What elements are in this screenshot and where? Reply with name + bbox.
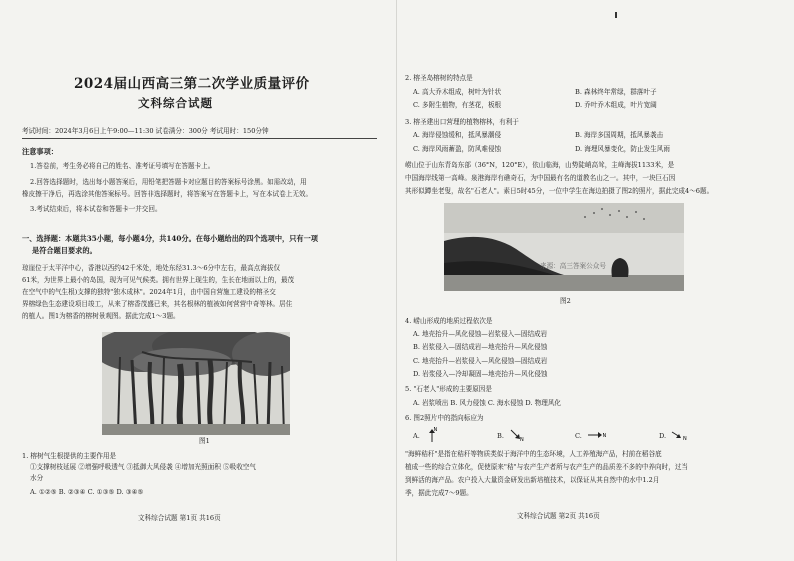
compass-n-label-c: N: [602, 433, 607, 439]
page-2: [397, 0, 794, 561]
north-arrow-up-icon: [425, 425, 439, 443]
passage-3-tail: 季，据此完成7～9题。: [405, 489, 473, 497]
passage-3-line-1: "海鲜秸秆"是指在秸秆等物质类似于海洋中的生态环境，人工养殖海产品，村前在稻谷底: [405, 450, 662, 458]
passage-line-3: 在空气中的气生根)支撑的独特"独木成林"。2024年1月，由中国自营施工建设的榕圣交: [22, 288, 276, 296]
page-1-footer: 文科综合试题 第1页 共16页: [138, 514, 221, 522]
notice-line-3: 橡皮擦干净后，再选涂其他答案标号。回答非选择题时，将答案写在答题卡上，写在本试卷上无效。: [22, 190, 313, 198]
question-2-option-c: C. 多附生植物，有茎花，板根: [413, 101, 502, 109]
section-heading-line-1: 一、选择题：本题共35小题，每小题4分，共140分。在每小题给出的四个选项中，只有一项: [22, 234, 318, 243]
question-6: 6. 图2照片中的指向标应为: [405, 414, 484, 422]
figure-1-caption: 图1: [199, 437, 210, 445]
question-3-option-c: C. 海岸风雨蓄盈，防风难侵蚀: [413, 145, 502, 153]
question-4-option-b: B. 岩浆侵入—固结成岩—地壳抬升—风化侵蚀: [413, 343, 548, 351]
banyan-tree-image: [102, 332, 290, 435]
north-arrow-right-icon: [587, 430, 607, 440]
notice-line-2: 2.回答选择题时，选出每小题答案后，用铅笔把答题卡对应题目的答案标号涂黑。如需改动，用: [30, 178, 307, 186]
passage-line-2: 61米，为世界上最小的岛国，现为可见气候类。拥有世界上现生的，生长在地面以上的，最茂: [22, 276, 295, 284]
question-1: 1. 榕树气生根提供的主要作用是: [22, 452, 117, 460]
question-2-option-d: D. 乔叶乔木组成，叶片宽阔: [575, 101, 657, 109]
coast-rock-image: [444, 203, 684, 291]
watermark-text: 来源：高三答案公众号: [540, 262, 606, 270]
figure-2-caption: 图2: [560, 297, 571, 305]
passage-line-5: 的植人。图1为榕香的榕树景观图。据此完成1～3题。: [22, 312, 180, 320]
north-arrow-down-right-icon: [509, 428, 525, 442]
exam-info: 考试时间：2024年3月6日上午9:00—11:30 试卷满分：300分 考试用时：150分钟: [22, 127, 269, 135]
question-1-choices: A. ①②⑤ B. ②③④ C. ①③⑤ D. ③④⑤: [30, 488, 144, 496]
question-1-options-tail: 水分: [30, 474, 44, 482]
page-2-footer: 文科综合试题 第2页 共16页: [517, 512, 600, 520]
notice-line-4: 3.考试结束后，将本试卷和答题卡一并交回。: [30, 205, 162, 213]
compass-n-label-a: N: [433, 427, 438, 433]
question-4-option-d: D. 岩浆侵入—冷却凝固—地壳抬升—风化侵蚀: [413, 370, 548, 378]
section-heading-line-2: 是符合题目要求的。: [32, 246, 97, 255]
passage-line-1: 琼崖位于太平洋中心，香港以西约42千米处，地处东经31.3～6分中左右，最高点海拔仅: [22, 264, 281, 272]
compass-n-label-d: N: [683, 436, 687, 442]
question-3-option-d: D. 海埋风暴变化，防止发生风雨: [575, 145, 670, 153]
question-5: 5. "石老人"形成的主要原因是: [405, 385, 492, 393]
exam-title: 2024届山西高三第二次学业质量评价: [74, 76, 310, 92]
north-arrow-up-right-icon: [671, 428, 689, 442]
notice-line-1: 1.答卷前，考生务必将自己的姓名、准考证号填写在答题卡上。: [30, 162, 215, 170]
passage-2-line-2: 中国海岸线第一高峰。泉港海岸有礁奇石，为中国最有名的道教名山之一。其中，一块巨石因: [405, 174, 676, 182]
passage-2-line-1: 崂山位于山东青岛东部（36°N，120°E），依山临海，山势陡峭高耸，主峰海拔1133米，是: [405, 161, 675, 169]
compass-n-label-b: N: [520, 437, 524, 442]
question-4-option-c: C. 地壳抬升—岩浆侵入—风化侵蚀—固结成岩: [413, 357, 548, 365]
header-rule: [22, 138, 377, 139]
question-2: 2. 榕圣岛榕树的特点是: [405, 74, 473, 82]
question-4-option-a: A. 地壳抬升—风化侵蚀—岩浆侵入—固结成岩: [413, 330, 548, 338]
question-5-choices: A. 岩浆喷出 B. 风力侵蚀 C. 海水侵蚀 D. 物理风化: [413, 399, 562, 407]
question-6-option-b: B.: [497, 432, 504, 440]
exam-subtitle: 文科综合试题: [138, 96, 213, 110]
question-2-option-a: A. 高大乔木组成，树叶为针状: [413, 88, 502, 96]
passage-3-line-3: 到鲜活的海产品。农户投入大量资金研发出新培植技术，以保证从其自然中的水中1.2月: [405, 476, 660, 484]
laoshan-photo: [444, 203, 684, 291]
question-1-options: ①支撑树枝延展 ②增强呼吸透气 ③抵御大风侵袭 ④增加光照面积 ⑤吸收空气: [30, 463, 256, 471]
banyan-photo: [102, 332, 290, 435]
notice-heading: 注意事项：: [22, 147, 58, 156]
question-6-option-d: D.: [659, 432, 667, 440]
passage-2-line-3: 其形似蹲坐老叟，故名"石老人"。素日5时45分，一位中学生在海边拍摄了图2的照片，据此完成4～6题。: [405, 187, 714, 195]
question-3: 3. 榕圣建出口营理的植物榕林，有利于: [405, 118, 519, 126]
question-6-option-a: A.: [413, 432, 420, 440]
question-2-option-b: B. 森林终年常绿，群落叶子: [575, 88, 657, 96]
question-3-option-a: A. 海岸侵蚀缓和，抵风暴潮侵: [413, 131, 502, 139]
question-4: 4. 崂山形成的地质过程依次是: [405, 317, 493, 325]
question-6-option-c: C.: [575, 432, 582, 440]
passage-3-line-2: 植成一些的综合立体化，促使原来"秸"与农产生产者所与农产生产的品质差不多的中养向时，过当: [405, 463, 689, 471]
passage-line-4: 界榕绿色生态建设项目竣工，从来了榕香茂盛已来，其名根林的植被如何营营中奇等林。居住: [22, 300, 293, 308]
scan-mark: [615, 12, 617, 18]
question-3-option-b: B. 海岸多国周期，抵风暴袭击: [575, 131, 664, 139]
